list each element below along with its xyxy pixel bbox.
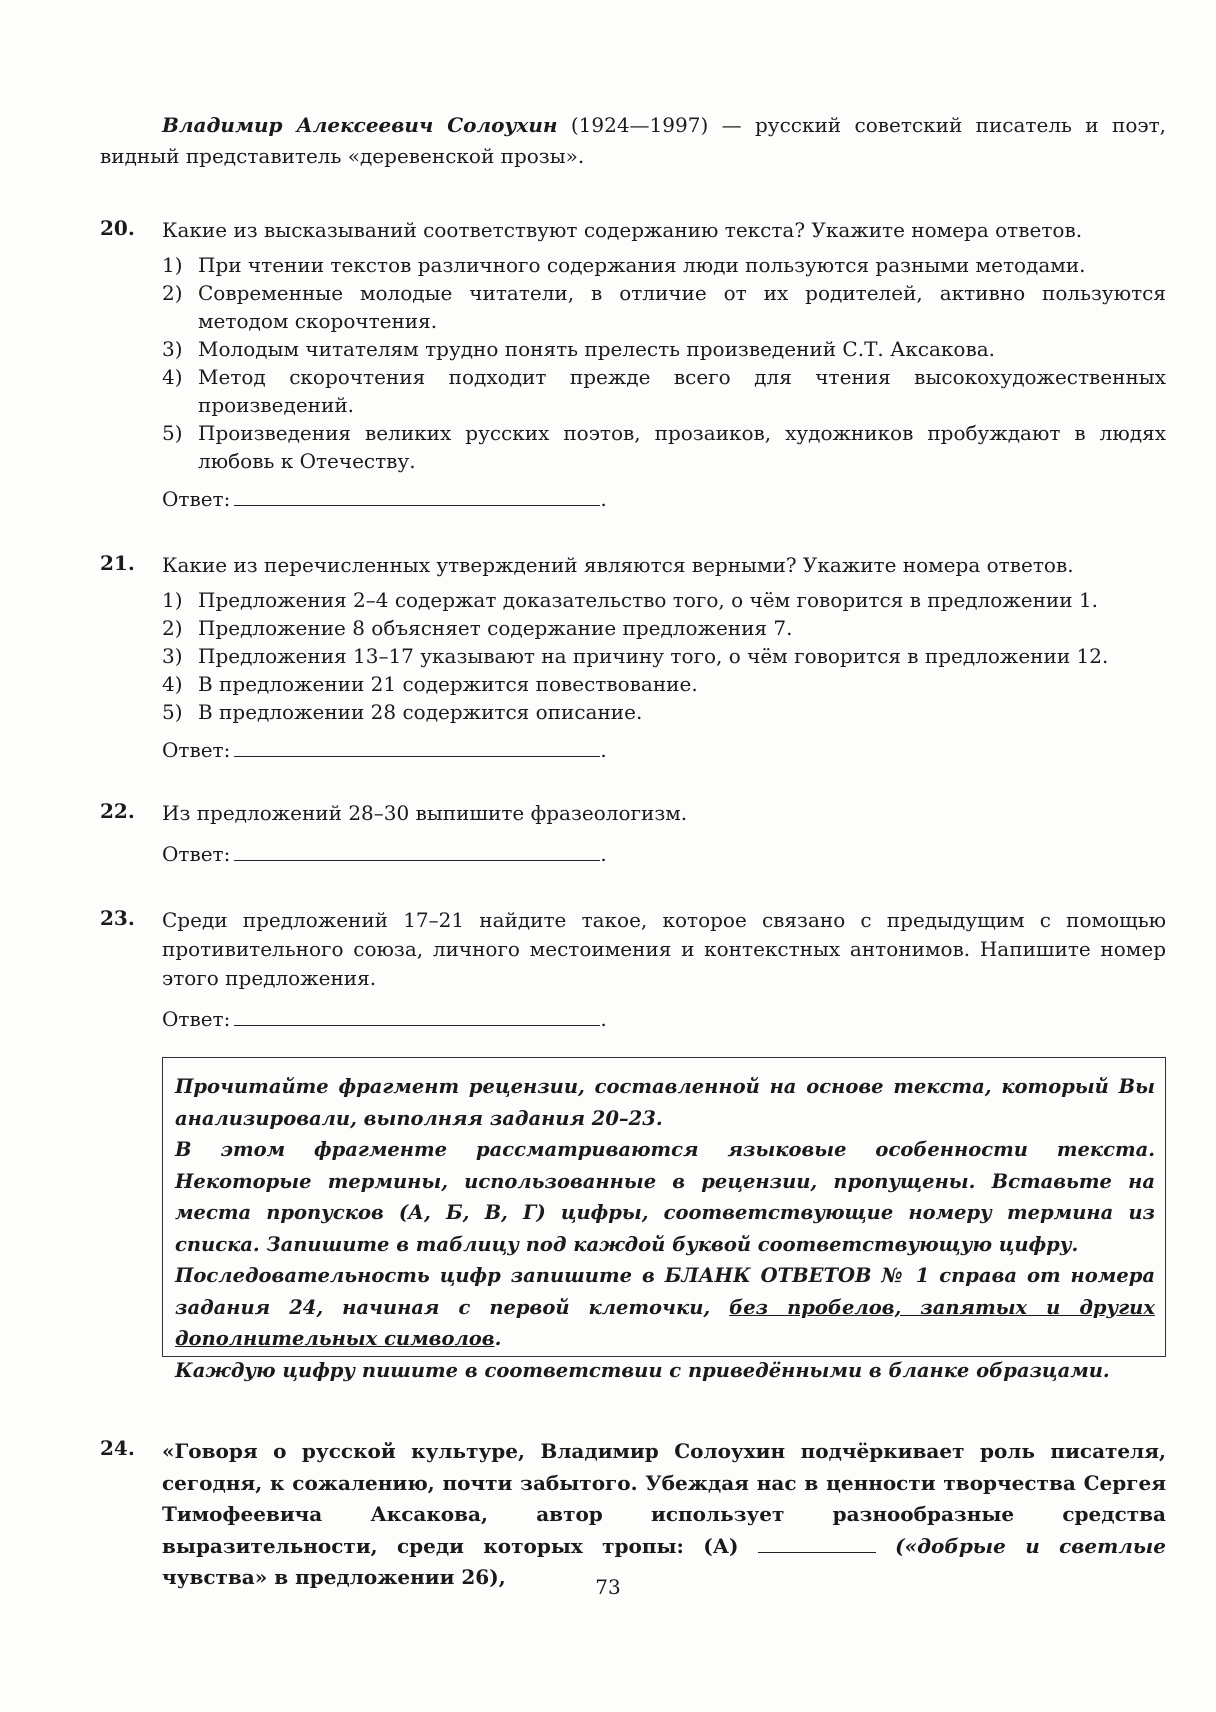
review-text: чувства» в предложении 26), bbox=[162, 1565, 506, 1589]
answer-row: Ответ: . bbox=[162, 487, 607, 511]
task-number: 24. bbox=[100, 1436, 135, 1460]
answer-label: Ответ: bbox=[162, 842, 231, 866]
answer-line[interactable] bbox=[234, 738, 600, 757]
task-23 bbox=[100, 906, 1166, 1033]
author-intro bbox=[100, 110, 1166, 172]
answer-line[interactable] bbox=[234, 842, 600, 861]
instruction-underlined: без пробелов, запятых и других дополнительных символов bbox=[175, 1295, 1155, 1350]
answer-label: Ответ: bbox=[162, 487, 231, 511]
option-text: Предложения 13–17 указывают на причину того, о чём говорится в предложении 12. bbox=[198, 644, 1109, 668]
answer-row: Ответ: . bbox=[162, 842, 607, 866]
option-item bbox=[162, 670, 1166, 698]
option-number: 5) bbox=[162, 421, 183, 445]
instruction-text: Последовательность цифр запишите в БЛАНК ОТВЕТОВ № 1 справа от номера задания 24, начиная с первой клеточки, bbox=[175, 1264, 1155, 1319]
option-item bbox=[162, 642, 1166, 670]
review-text: «Говоря о русской культуре, Владимир Солоухин подчёркивает роль писателя, сегодня, к сожалению, почти забытого. Убеждая нас в ценности творчества Сергея Тимофеевича Аксакова, автор использует разнообразные средства выразительности, среди которых тропы: bbox=[162, 1439, 1166, 1558]
option-number: 2) bbox=[162, 281, 183, 305]
option-number: 4) bbox=[162, 365, 183, 389]
answer-line[interactable] bbox=[234, 487, 600, 506]
option-number: 3) bbox=[162, 337, 183, 361]
task-number: 23. bbox=[100, 906, 135, 930]
answer-row: Ответ: . bbox=[162, 1007, 607, 1031]
option-item bbox=[162, 335, 1166, 363]
task-22 bbox=[100, 799, 1166, 868]
instructions-box bbox=[162, 1057, 1166, 1382]
option-text: Произведения великих русских поэтов, прозаиков, художников пробуждают в людях любовь к Отечеству. bbox=[198, 421, 1166, 473]
answer-label: Ответ: bbox=[162, 738, 231, 762]
page-number: 73 bbox=[595, 1575, 621, 1599]
answer-line[interactable] bbox=[234, 1007, 600, 1026]
answer-row: Ответ: . bbox=[162, 738, 607, 762]
option-item bbox=[162, 419, 1166, 475]
task-number: 22. bbox=[100, 799, 135, 823]
task-20 bbox=[100, 216, 1166, 513]
instruction-text: . bbox=[494, 1327, 502, 1350]
option-item bbox=[162, 279, 1166, 335]
option-item bbox=[162, 363, 1166, 419]
review-fragment bbox=[162, 1436, 1166, 1594]
author-bio: (1924—1997) — русский советский писатель и поэт, видный представитель «деревенской прозы». bbox=[100, 113, 1166, 168]
task-24 bbox=[100, 1436, 1166, 1594]
instruction-paragraph: Каждую цифру пишите в соответствии с приведёнными в бланке образцами. bbox=[175, 1358, 1110, 1382]
option-text: Предложения 2–4 содержат доказательство того, о чём говорится в предложении 1. bbox=[198, 588, 1098, 612]
option-number: 2) bbox=[162, 616, 183, 640]
answer-label: Ответ: bbox=[162, 1007, 231, 1031]
option-number: 1) bbox=[162, 588, 183, 612]
option-number: 3) bbox=[162, 644, 183, 668]
task-question: Какие из перечисленных утверждений являются верными? Укажите номера ответов. bbox=[162, 553, 1074, 577]
task-question: Среди предложений 17–21 найдите такое, которое связано с предыдущим с помощью противительного союза, личного местоимения и контекстных антонимов. Напишите номер этого предложения. bbox=[162, 908, 1166, 990]
option-text: Метод скорочтения подходит прежде всего для чтения высокохудожественных произведений. bbox=[198, 365, 1166, 417]
option-text: Современные молодые читатели, в отличие от их родителей, активно пользуются методом скорочтения. bbox=[198, 281, 1166, 333]
task-21 bbox=[100, 551, 1166, 764]
task-number: 21. bbox=[100, 551, 135, 575]
option-number: 5) bbox=[162, 700, 183, 724]
review-quote: («добрые и светлые bbox=[895, 1533, 1167, 1558]
instruction-paragraph: В этом фрагменте рассматриваются языковые особенности текста. Некоторые термины, использованные в рецензии, пропущены. Вставьте на места пропусков (А, Б, В, Г) цифры, соответствующие номеру термина из списка. Запишите в таблицу под каждой буквой соответствующую цифру. bbox=[175, 1138, 1155, 1256]
option-text: При чтении текстов различного содержания люди пользуются разными методами. bbox=[198, 253, 1086, 277]
gap-label: (А) bbox=[703, 1533, 739, 1558]
option-text: Молодым читателям трудно понять прелесть произведений С.Т. Аксакова. bbox=[198, 337, 995, 361]
instruction-paragraph bbox=[175, 1260, 1155, 1355]
option-text: В предложении 21 содержится повествование. bbox=[198, 672, 698, 696]
option-item bbox=[162, 614, 1166, 642]
option-item bbox=[162, 251, 1166, 279]
option-number: 1) bbox=[162, 253, 183, 277]
task-question: Какие из высказываний соответствуют содержанию текста? Укажите номера ответов. bbox=[162, 218, 1083, 242]
task-question: Из предложений 28–30 выпишите фразеологизм. bbox=[162, 801, 688, 825]
option-text: В предложении 28 содержится описание. bbox=[198, 700, 643, 724]
option-item bbox=[162, 586, 1166, 614]
option-number: 4) bbox=[162, 672, 183, 696]
author-name: Владимир Алексеевич Солоухин bbox=[162, 113, 558, 137]
gap-blank[interactable] bbox=[758, 1534, 876, 1553]
options-list bbox=[162, 586, 1166, 726]
task-number: 20. bbox=[100, 216, 135, 240]
option-item bbox=[162, 698, 1166, 726]
option-text: Предложение 8 объясняет содержание предложения 7. bbox=[198, 616, 793, 640]
instruction-paragraph: Прочитайте фрагмент рецензии, составленной на основе текста, который Вы анализировали, выполняя задания 20–23. bbox=[175, 1075, 1155, 1130]
options-list bbox=[162, 251, 1166, 475]
